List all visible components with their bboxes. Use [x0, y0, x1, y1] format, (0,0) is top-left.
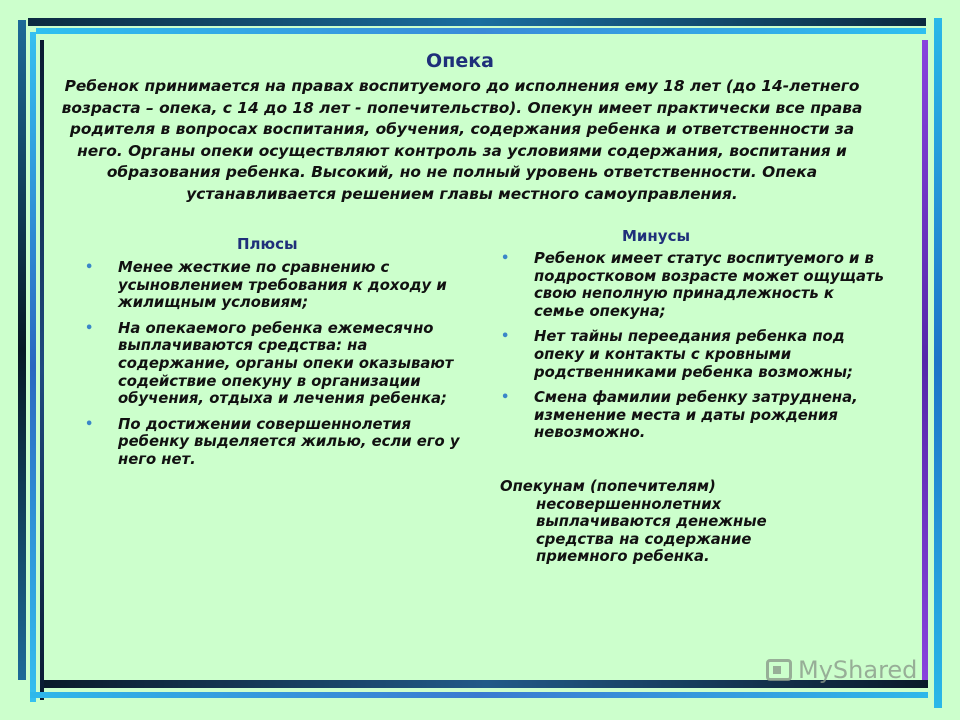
bullet-dot-icon: • — [85, 260, 94, 275]
cons-heading: Минусы — [622, 227, 691, 245]
frame-bar-right — [934, 18, 942, 708]
pros-item-text: Менее жесткие по сравнению с усыновлением требования к доходу и жилищным условиям; — [118, 259, 447, 312]
bullet-dot-icon: • — [501, 251, 510, 266]
cons-note — [500, 478, 800, 566]
cons-item-text: Ребенок имеет статус воспитуемого и в подростковом возрасте может ощущать свою неполную принадлежность к семье опекуна; — [534, 250, 884, 320]
frame-bar-right-inner — [922, 40, 928, 682]
list-item — [494, 328, 884, 381]
frame-bar-left-inner — [30, 32, 36, 702]
frame-bar-bottom-outer — [30, 692, 928, 698]
list-item — [78, 259, 463, 312]
bullet-dot-icon: • — [501, 390, 510, 406]
list-item — [494, 389, 884, 442]
intro-paragraph: Ребенок принимается на правах воспитуемого до исполнения ему 18 лет (до 14-летнего возраста – опека, с 14 до 18 лет - попечительство). Опекун имеет практически все права родителя в вопросах воспитания, обучения, содержания ребенка и ответственности за него. Органы опеки осуществляют контроль за условиями содержания, воспитания и образования ребенка. Высокий, но не полный уровень ответственности. Опека устанавливается решением главы местного самоуправления. — [61, 77, 863, 203]
cons-item-text: Нет тайны переедания ребенка под опеку и контакты с кровными родственниками ребенка возможны; — [534, 328, 853, 381]
watermark-text: MyShared — [798, 656, 918, 684]
frame-bar-left — [18, 20, 26, 680]
pros-item-text: По достижении совершеннолетия ребенку выделяется жилью, если его у него нет. — [118, 415, 460, 468]
list-item — [78, 416, 463, 469]
bullet-dot-icon: • — [501, 329, 510, 345]
pros-heading: Плюсы — [237, 235, 298, 253]
frame-bar-top-inner — [36, 28, 926, 34]
bullet-dot-icon: • — [85, 416, 94, 432]
cons-note-first-line: Опекунам (попечителям) — [500, 478, 716, 495]
slide-title: Опека — [426, 50, 494, 72]
pros-list — [78, 259, 463, 477]
list-item — [494, 250, 884, 320]
bullet-dot-icon: • — [85, 320, 94, 336]
watermark — [766, 656, 917, 684]
cons-note-rest: несовершеннолетних выплачиваются денежные средства на содержание приемного ребенка. — [536, 495, 767, 566]
frame-bar-top — [28, 18, 926, 26]
myshared-logo-icon — [766, 659, 792, 681]
cons-list — [494, 250, 884, 450]
cons-item-text: Смена фамилии ребенку затруднена, изменение места и даты рождения невозможно. — [534, 389, 858, 442]
frame-bar-left-innermost — [40, 40, 44, 700]
pros-item-text: На опекаемого ребенка ежемесячно выплачиваются средства: на содержание, органы опеки оказывают содействие опекуну в организации обучения, отдыха и лечения ребенка; — [118, 319, 454, 408]
list-item — [78, 320, 463, 408]
